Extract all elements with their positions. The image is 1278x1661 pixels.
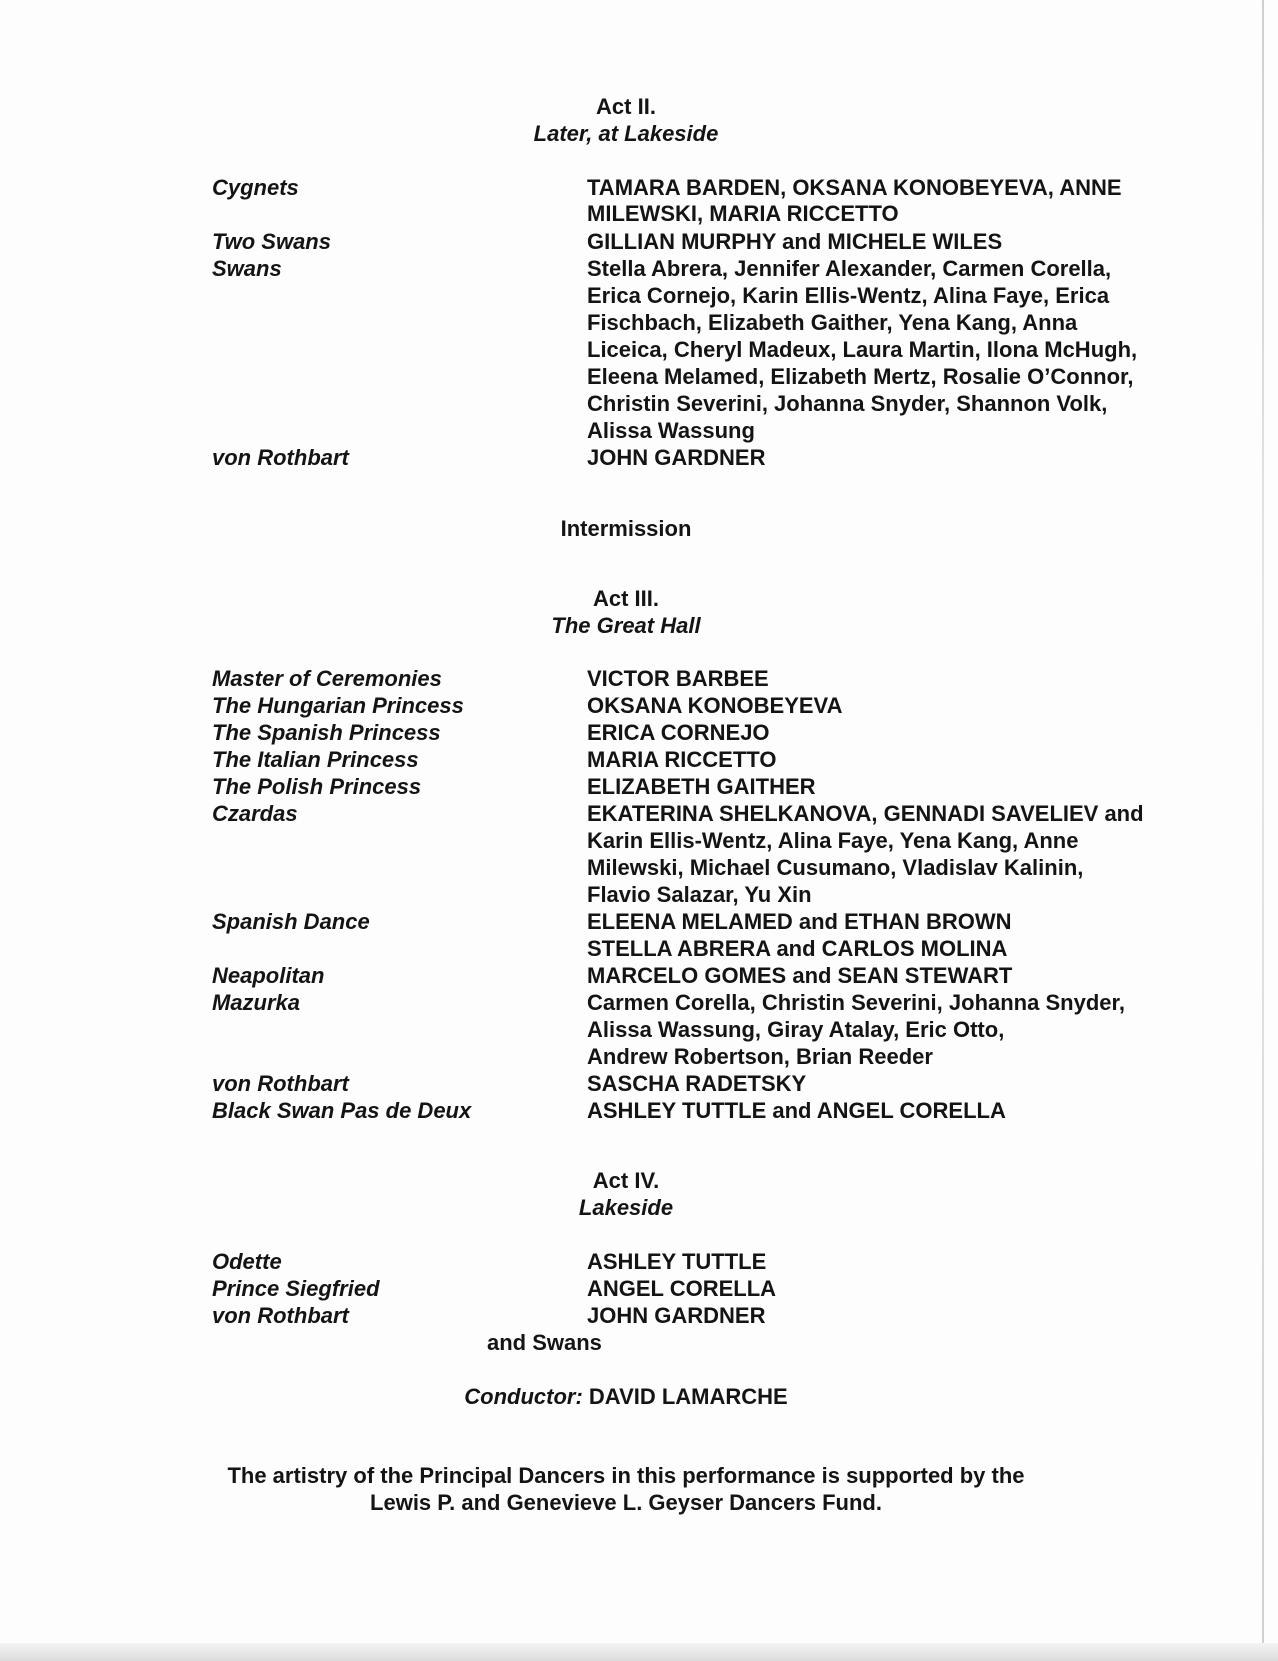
cast-von-rothbart-act3: SASCHA RADETSKY (587, 1071, 807, 1096)
role-prince-siegfried: Prince Siegfried (212, 1276, 380, 1301)
intermission: Intermission (560, 516, 692, 541)
cast-prince-siegfried: ANGEL CORELLA (587, 1276, 777, 1301)
cast-czardas-line4: Flavio Salazar, Yu Xin (587, 882, 812, 907)
role-von-rothbart-act3: von Rothbart (212, 1071, 349, 1096)
cast-spanish-princess: ERICA CORNEJO (587, 720, 770, 745)
role-mazurka: Mazurka (212, 990, 301, 1015)
and-swans: and Swans (487, 1330, 602, 1355)
conductor-line (0, 1383, 1252, 1410)
cast-hungarian: OKSANA KONOBEYEVA (587, 693, 843, 718)
scan-edge (1262, 0, 1264, 1661)
cast-spanish-dance-line2: STELLA ABRERA and CARLOS MOLINA (587, 936, 1008, 961)
role-swans: Swans (212, 256, 282, 281)
act4-subtitle: Lakeside (578, 1195, 674, 1220)
role-hungarian: The Hungarian Princess (212, 693, 464, 718)
role-spanish-dance: Spanish Dance (212, 909, 370, 934)
cast-mazurka-line2: Alissa Wassung, Giray Atalay, Eric Otto, (587, 1017, 1005, 1042)
role-von-rothbart-act4: von Rothbart (212, 1303, 349, 1328)
cast-swans-line1: Stella Abrera, Jennifer Alexander, Carmen Corella, (587, 256, 1112, 281)
role-italian: The Italian Princess (212, 747, 419, 772)
cast-italian: MARIA RICCETTO (587, 747, 777, 772)
role-polish: The Polish Princess (212, 774, 422, 799)
role-two-swans: Two Swans (212, 229, 331, 254)
cast-black-swan: ASHLEY TUTTLE and ANGEL CORELLA (587, 1098, 1006, 1123)
act3-heading: Act III. (592, 586, 659, 611)
act2-heading: Act II. (596, 94, 656, 119)
cast-odette: ASHLEY TUTTLE (587, 1249, 767, 1274)
cast-cygnets-line2: MILEWSKI, MARIA RICCETTO (587, 201, 899, 226)
cast-neapolitan: MARCELO GOMES and SEAN STEWART (587, 963, 1013, 988)
role-von-rothbart: von Rothbart (212, 445, 349, 470)
cast-spanish-dance-line1: ELEENA MELAMED and ETHAN BROWN (587, 909, 1012, 934)
role-black-swan: Black Swan Pas de Deux (212, 1098, 472, 1123)
act2-subtitle: Later, at Lakeside (533, 121, 719, 146)
cast-swans-line4: Liceica, Cheryl Madeux, Laura Martin, Ilona McHugh, (587, 337, 1138, 362)
scan-edge-bottom (0, 1643, 1278, 1661)
act3-subtitle: The Great Hall (551, 613, 701, 638)
cast-swans-line5: Eleena Melamed, Elizabeth Mertz, Rosalie O’Connor, (587, 364, 1134, 389)
role-spanish-princess: The Spanish Princess (212, 720, 441, 745)
role-neapolitan: Neapolitan (212, 963, 325, 988)
cast-von-rothbart-act4: JOHN GARDNER (587, 1303, 766, 1328)
cast-swans-line2: Erica Cornejo, Karin Ellis-Wentz, Alina Faye, Erica (587, 283, 1110, 308)
cast-swans-line6: Christin Severini, Johanna Snyder, Shannon Volk, (587, 391, 1108, 416)
cast-mazurka-line3: Andrew Robertson, Brian Reeder (587, 1044, 933, 1069)
cast-czardas-line1: EKATERINA SHELKANOVA, GENNADI SAVELIEV and (587, 801, 1144, 826)
cast-czardas-line3: Milewski, Michael Cusumano, Vladislav Kalinin, (587, 855, 1084, 880)
footer-line1: The artistry of the Principal Dancers in this performance is supported by the (227, 1463, 1025, 1488)
conductor-name: DAVID LAMARCHE (588, 1384, 788, 1409)
cast-swans-line3: Fischbach, Elizabeth Gaither, Yena Kang, Anna (587, 310, 1078, 335)
act4-heading: Act IV. (592, 1168, 660, 1193)
cast-mazurka-line1: Carmen Corella, Christin Severini, Johanna Snyder, (587, 990, 1125, 1015)
role-master: Master of Ceremonies (212, 666, 442, 691)
cast-swans-line7: Alissa Wassung (587, 418, 755, 443)
cast-cygnets-line1: TAMARA BARDEN, OKSANA KONOBEYEVA, ANNE (587, 175, 1122, 200)
cast-master: VICTOR BARBEE (587, 666, 769, 691)
cast-polish: ELIZABETH GAITHER (587, 774, 816, 799)
role-czardas: Czardas (212, 801, 298, 826)
role-cygnets: Cygnets (212, 175, 299, 200)
role-odette: Odette (212, 1249, 282, 1274)
conductor-label: Conductor: (464, 1384, 583, 1409)
cast-czardas-line2: Karin Ellis-Wentz, Alina Faye, Yena Kang, Anne (587, 828, 1079, 853)
footer-line2: Lewis P. and Genevieve L. Geyser Dancers Fund. (370, 1490, 882, 1515)
cast-von-rothbart: JOHN GARDNER (587, 445, 766, 470)
cast-two-swans: GILLIAN MURPHY and MICHELE WILES (587, 229, 1003, 254)
